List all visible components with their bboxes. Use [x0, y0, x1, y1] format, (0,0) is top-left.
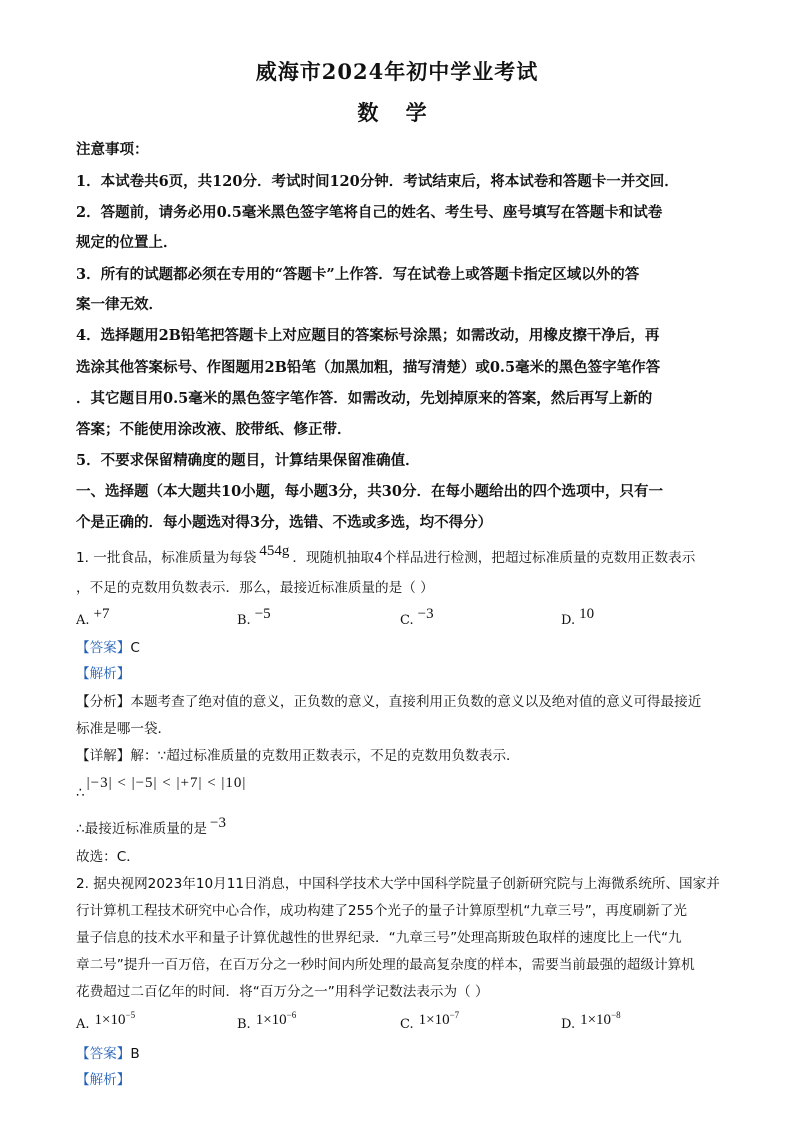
q1-answer: [76, 636, 140, 656]
notice-heading: 注意事项：: [76, 141, 149, 158]
q1-stem-line: ，不足的克数用负数表示．那么，最接近标准质量的是（ ）: [76, 580, 434, 596]
q2-option-d: D. $1\times 10^{-8}$: [561, 1010, 621, 1032]
section-heading-line: 个是正确的．每小题选对得3分，选错、不选或多选，均不得分）: [76, 514, 493, 531]
q1-fenxi-line: 标准是哪一袋．: [76, 721, 172, 737]
q1-stem-text: ．现随机抽取4个样品进行检测，把超过标准质量的克数用正数表示: [292, 550, 696, 566]
conclusion-text: ∴最接近标准质量的是: [76, 821, 207, 837]
fenxi-text: 本题考查了绝对值的意义，正负数的意义，直接利用正负数的意义以及绝对值的意义可得最接近: [130, 694, 702, 710]
q2-option-b: B. $1\times 10^{-6}$: [237, 1010, 297, 1032]
detail-tag: 【详解】: [76, 748, 131, 764]
q1-stem-text: 1. 一批食品，标准质量为每袋: [76, 550, 257, 566]
q1-stem-math: 454g: [259, 543, 290, 559]
notice-line: 1．本试卷共6页，共120分．考试时间120分钟．考试结束后，将本试卷和答题卡一并交回．: [76, 173, 679, 190]
q1-option-b: B. −5: [237, 606, 271, 628]
q1-analysis-tag: 【解析】: [76, 666, 131, 682]
q2-option-c: C. $1\times 10^{-7}$: [400, 1010, 460, 1032]
q1-option-d: D. 10: [561, 606, 595, 628]
detail-text: 解：∵超过标准质量的克数用正数表示，不足的克数用负数表示．: [130, 748, 520, 764]
q2-stem-line: 行计算机工程技术研究中心合作，成功构建了255个光子的量子计算原型机“九章三号”，再度刷新了光: [76, 903, 687, 919]
section-heading-line: 一、选择题（本大题共10小题，每小题3分，共30分．在每小题给出的四个选项中，只有一: [76, 483, 663, 500]
q2-answer: [76, 1042, 140, 1062]
notice-line: 案一律无效．: [76, 296, 163, 313]
exam-subject: 数 学: [357, 100, 437, 125]
q1-choose: 故选：C．: [76, 849, 140, 865]
q1-stem-line: [76, 543, 696, 567]
q1-fenxi-line: [76, 690, 701, 710]
notice-line: 选涂其他答案标号、作图题用2B铅笔（加黑加粗，描写清楚）或0.5毫米的黑色签字笔作答: [76, 359, 661, 376]
answer-tag: 【答案】: [76, 640, 131, 656]
answer-value: B: [130, 1046, 140, 1062]
q2-stem-line: 量子信息的技术水平和量子计算优越性的世界纪录．“九章三号”处理高斯玻色取样的速度比上一代“九: [76, 930, 682, 946]
notice-line: 3．所有的试题都必须在专用的“答题卡”上作答．写在试卷上或答题卡指定区域以外的答: [76, 266, 640, 283]
notice-line: 5．不要求保留精确度的题目，计算结果保留准确值．: [76, 452, 420, 469]
notice-line: 规定的位置上．: [76, 234, 178, 251]
q2-option-a: A. $1\times 10^{-5}$: [76, 1010, 136, 1032]
fenxi-tag: 【分析】: [76, 694, 131, 710]
q2-analysis-tag: 【解析】: [76, 1072, 131, 1088]
q1-detail-line: [76, 744, 520, 764]
answer-value: C: [130, 640, 140, 656]
q2-stem-line: 章二号”提升一百万倍，在百万分之一秒时间内所处理的最高复杂度的样本，需要当前最强的超级计算机: [76, 957, 695, 973]
conclusion-math: −3: [210, 815, 226, 831]
exam-title: 威海市2024年初中学业考试: [255, 59, 539, 84]
q1-option-a: A. +7: [76, 606, 110, 628]
q1-inequality: |−3| < |−5| < |+7| < |10|: [86, 775, 247, 791]
q1-inequality-line: [76, 775, 247, 801]
therefore-symbol: ∴: [76, 785, 85, 801]
notice-line: 答案；不能使用涂改液、胶带纸、修正带．: [76, 421, 352, 438]
answer-tag: 【答案】: [76, 1046, 131, 1062]
q1-conclusion-line: [76, 817, 226, 838]
q2-stem-line: 2. 据央视网2023年10月11日消息，中国科学技术大学中国科学院量子创新研究院与上海微系统所、国家并: [76, 876, 720, 892]
q2-stem-line: 花费超过二百亿年的时间．将“百万分之一”用科学记数法表示为（ ）: [76, 984, 489, 1000]
notice-line: ．其它题目用0.5毫米的黑色签字笔作答．如需改动，先划掉原来的答案，然后再写上新的: [76, 390, 653, 407]
notice-line: 2．答题前，请务必用0.5毫米黑色签字笔将自己的姓名、考生号、座号填写在答题卡和试卷: [76, 204, 663, 221]
q1-option-c: C. −3: [400, 606, 434, 628]
notice-line: 4．选择题用2B铅笔把答题卡上对应题目的答案标号涂黑；如需改动，用橡皮擦干净后，再: [76, 327, 660, 344]
